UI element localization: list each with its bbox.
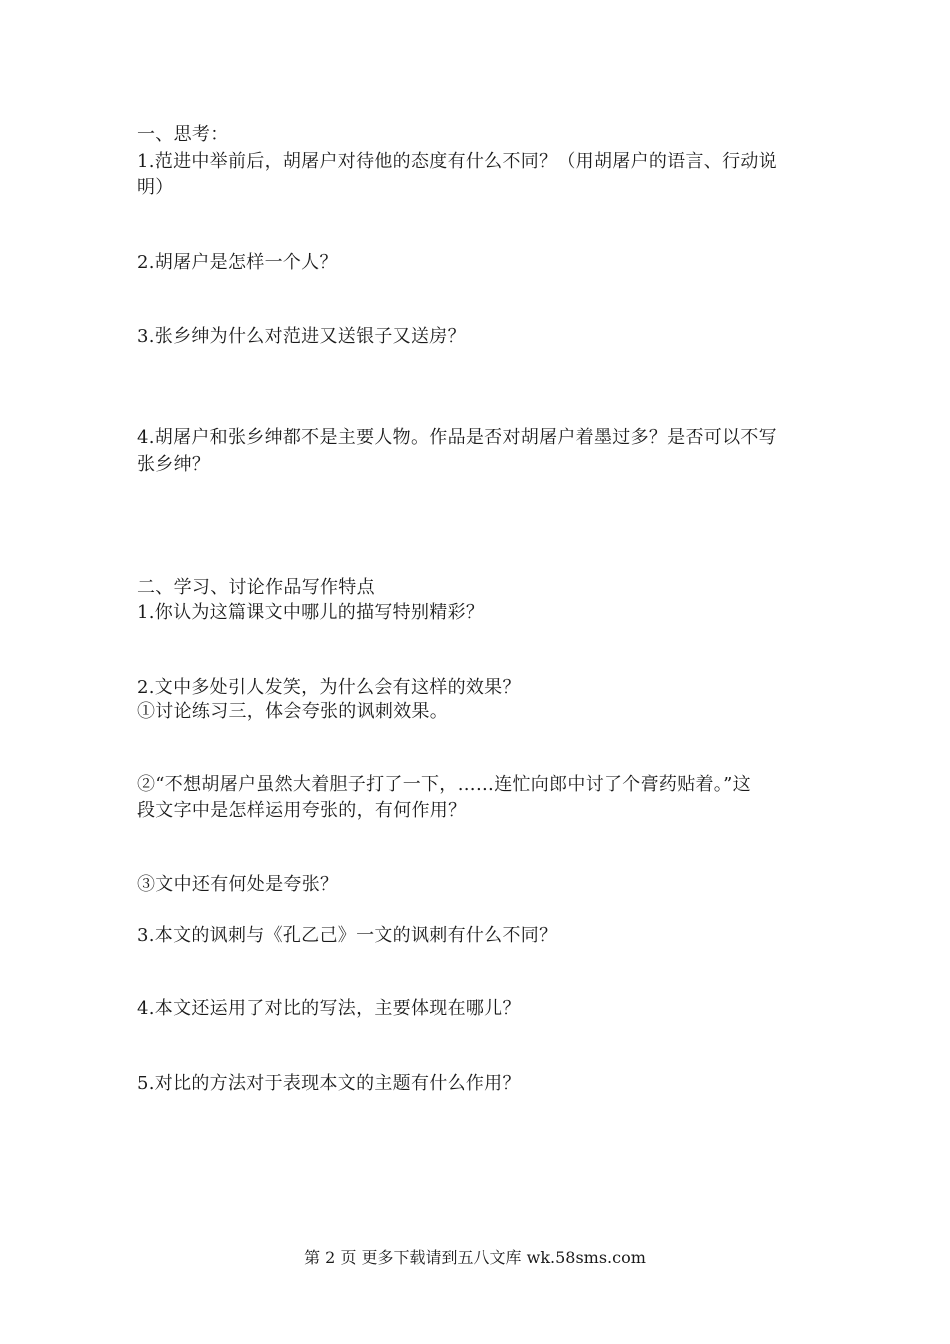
question-3: 3.张乡绅为什么对范进又送银子又送房？ xyxy=(137,326,466,347)
writing-question-2: 2.文中多处引人发笑，为什么会有这样的效果？ xyxy=(137,677,521,698)
question-1-line-1: 1.范进中举前后，胡屠户对待他的态度有什么不同？（用胡屠户的语言、行动说 xyxy=(137,151,777,172)
writing-question-2-sub-2-line-2: 段文字中是怎样运用夸张的，有何作用？ xyxy=(137,800,467,821)
section-heading-writing-features: 二、学习、讨论作品写作特点 xyxy=(137,577,375,598)
question-1-line-2: 明） xyxy=(137,177,174,198)
section-heading-thinking: 一、思考： xyxy=(137,124,229,145)
writing-question-5: 5.对比的方法对于表现本文的主题有什么作用？ xyxy=(137,1073,521,1094)
writing-question-2-sub-1: ①讨论练习三，体会夸张的讽刺效果。 xyxy=(137,701,449,722)
writing-question-1: 1.你认为这篇课文中哪儿的描写特别精彩？ xyxy=(137,602,485,623)
question-4-line-1: 4.胡屠户和张乡绅都不是主要人物。作品是否对胡屠户着墨过多？是否可以不写 xyxy=(137,427,777,448)
writing-question-3: 3.本文的讽刺与《孔乙己》一文的讽刺有什么不同？ xyxy=(137,925,558,946)
question-2: 2.胡屠户是怎样一个人？ xyxy=(137,252,338,273)
writing-question-4: 4.本文还运用了对比的写法，主要体现在哪儿？ xyxy=(137,998,521,1019)
question-4-line-2: 张乡绅？ xyxy=(137,454,211,475)
page-footer: 第 2 页 更多下载请到五八文库 wk.58sms.com xyxy=(304,1248,646,1267)
writing-question-2-sub-2-line-1: ②“不想胡屠户虽然大着胆子打了一下，……连忙向郎中讨了个膏药贴着。”这 xyxy=(137,774,751,795)
writing-question-2-sub-3: ③文中还有何处是夸张？ xyxy=(137,874,339,895)
